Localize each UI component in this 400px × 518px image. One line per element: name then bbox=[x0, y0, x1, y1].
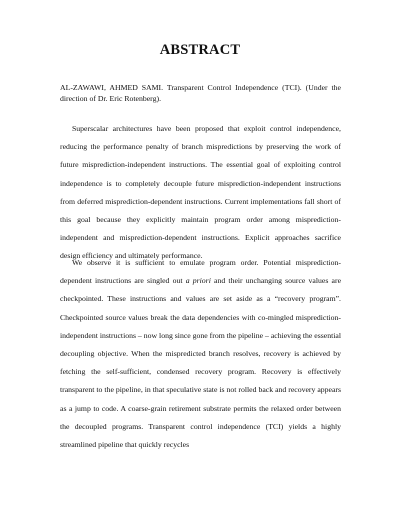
author-citation: AL-ZAWAWI, AHMED SAMI. Transparent Control Independence (TCI). (Under the direction of Dr. Eric Rotenberg). bbox=[60, 83, 341, 103]
page-title: ABSTRACT bbox=[159, 42, 241, 58]
paragraph-text: and their unchanging source values are checkpointed. These instructions and values are set aside as a “recovery program”. Checkpointed source values break the data dependencies with co-mingled misprediction-independent instructions – now long since gone from the pipeline – achieving the essential decoupling objective. When the mispredicted branch resolves, recovery is achieved by fetching the self-sufficient, condensed recovery program. Recovery is effectively transparent to the pipeline, in that speculative state is not rolled back and recovery appears as a jump to code. A coarse-grain retirement substrate permits the relaxed order between the decoupled programs. Transparent control independence (TCI) yields a highly streamlined pipeline that quickly recycles bbox=[60, 276, 342, 450]
abstract-paragraph-2 bbox=[60, 254, 341, 454]
abstract-paragraph-1: Superscalar architectures have been proposed that exploit control independence, reducing the performance penalty of branch mispredictions by preserving the work of future misprediction-independent instructions. The essential goal of exploiting control independence is to completely decouple future misprediction-independent instructions from deferred misprediction-dependent instructions. Current implementations fall short of this goal because they explicitly maintain program order among misprediction-independent and misprediction-dependent instructions. Explicit approaches sacrifice design efficiency and ultimately performance. bbox=[60, 124, 341, 261]
paragraph-text: We observe it is sufficient to emulate program order. Potential misprediction-dependent instructions are singled out bbox=[60, 258, 341, 286]
emphasized-text: a priori bbox=[185, 276, 211, 286]
